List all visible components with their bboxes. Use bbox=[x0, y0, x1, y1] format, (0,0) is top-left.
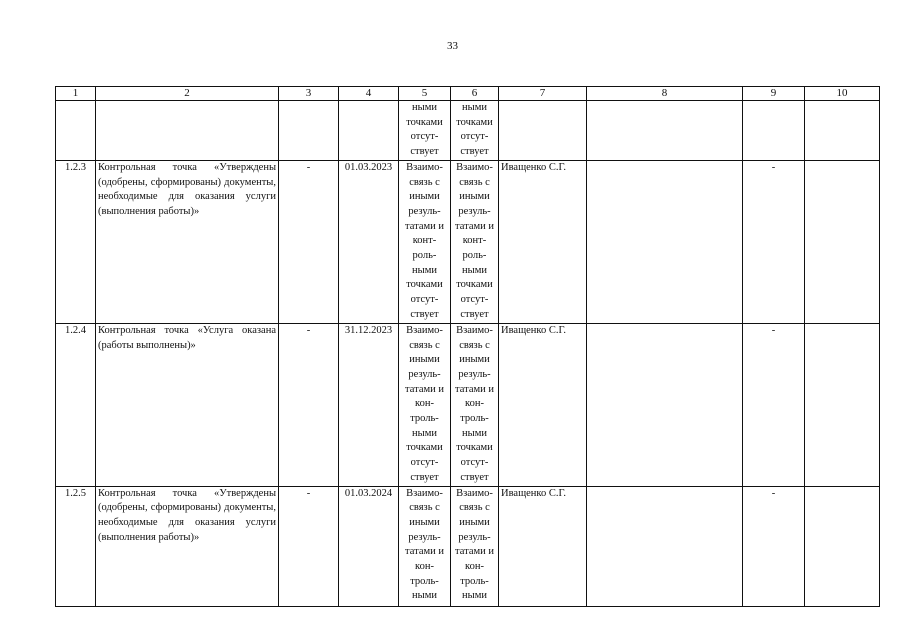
cell-interrelation: Взаимо-связь с иными резуль-татами и кон-троль-ными bbox=[399, 486, 451, 606]
row-number: 1.2.4 bbox=[56, 323, 96, 486]
responsible-person: Иващенко С.Г. bbox=[499, 486, 587, 606]
cell-col10 bbox=[805, 323, 880, 486]
column-header-7: 7 bbox=[499, 87, 587, 101]
responsible-person: Иващенко С.Г. bbox=[499, 160, 587, 323]
cell-col8 bbox=[587, 323, 743, 486]
cell-name bbox=[96, 101, 279, 161]
table-row bbox=[56, 323, 880, 486]
column-header-9: 9 bbox=[743, 87, 805, 101]
cell-interrelation-2: Взаимо-связь с иными резуль-татами и кон-троль-ными bbox=[451, 486, 499, 606]
cell-num bbox=[56, 101, 96, 161]
header-row bbox=[56, 87, 880, 101]
control-point-name: Контрольная точка «Утверждены (одобрены, сформированы) документы, необходимые для оказания услуги (выполнения работы)» bbox=[96, 160, 279, 323]
cell-col10 bbox=[805, 486, 880, 606]
column-header-1: 1 bbox=[56, 87, 96, 101]
responsible-person: Иващенко С.Г. bbox=[499, 323, 587, 486]
table-row bbox=[56, 160, 880, 323]
cell-col3: - bbox=[279, 323, 339, 486]
column-header-2: 2 bbox=[96, 87, 279, 101]
cell-col9: - bbox=[743, 160, 805, 323]
column-header-3: 3 bbox=[279, 87, 339, 101]
cell-col8 bbox=[587, 486, 743, 606]
cell-interrelation-2: Взаимо-связь с иными резуль-татами и кон-троль-ными точками отсут-ствует bbox=[451, 323, 499, 486]
cell-col9: - bbox=[743, 486, 805, 606]
control-point-name: Контрольная точка «Услуга оказана (работы выполнены)» bbox=[96, 323, 279, 486]
cell-date bbox=[339, 101, 399, 161]
control-points-table bbox=[55, 86, 880, 607]
row-number: 1.2.3 bbox=[56, 160, 96, 323]
cell-col3: - bbox=[279, 486, 339, 606]
page-number: 33 bbox=[447, 40, 458, 52]
cell-col10 bbox=[805, 160, 880, 323]
date-cell: 01.03.2024 bbox=[339, 486, 399, 606]
column-header-8: 8 bbox=[587, 87, 743, 101]
date-cell: 31.12.2023 bbox=[339, 323, 399, 486]
cell-col10 bbox=[805, 101, 880, 161]
cell-interrelation-2: ными точками отсут-ствует bbox=[451, 101, 499, 161]
date-cell: 01.03.2023 bbox=[339, 160, 399, 323]
cell-interrelation: Взаимо-связь с иными резуль-татами и кон-троль-ными точками отсут-ствует bbox=[399, 323, 451, 486]
table-row bbox=[56, 486, 880, 606]
cell-interrelation: Взаимо-связь с иными резуль-татами и конт-роль-ными точками отсут-ствует bbox=[399, 160, 451, 323]
control-point-name: Контрольная точка «Утверждены (одобрены, сформированы) документы, необходимые для оказания услуги (выполнения работы)» bbox=[96, 486, 279, 606]
column-header-4: 4 bbox=[339, 87, 399, 101]
column-header-6: 6 bbox=[451, 87, 499, 101]
continuation-row bbox=[56, 101, 880, 161]
cell-col8 bbox=[587, 101, 743, 161]
column-header-10: 10 bbox=[805, 87, 880, 101]
cell-col8 bbox=[587, 160, 743, 323]
cell-interrelation: ными точками отсут-ствует bbox=[399, 101, 451, 161]
cell-col3: - bbox=[279, 160, 339, 323]
cell-col9 bbox=[743, 101, 805, 161]
cell-interrelation-2: Взаимо-связь с иными резуль-татами и конт-роль-ными точками отсут-ствует bbox=[451, 160, 499, 323]
cell-col3 bbox=[279, 101, 339, 161]
row-number: 1.2.5 bbox=[56, 486, 96, 606]
cell-responsible bbox=[499, 101, 587, 161]
cell-col9: - bbox=[743, 323, 805, 486]
column-header-5: 5 bbox=[399, 87, 451, 101]
